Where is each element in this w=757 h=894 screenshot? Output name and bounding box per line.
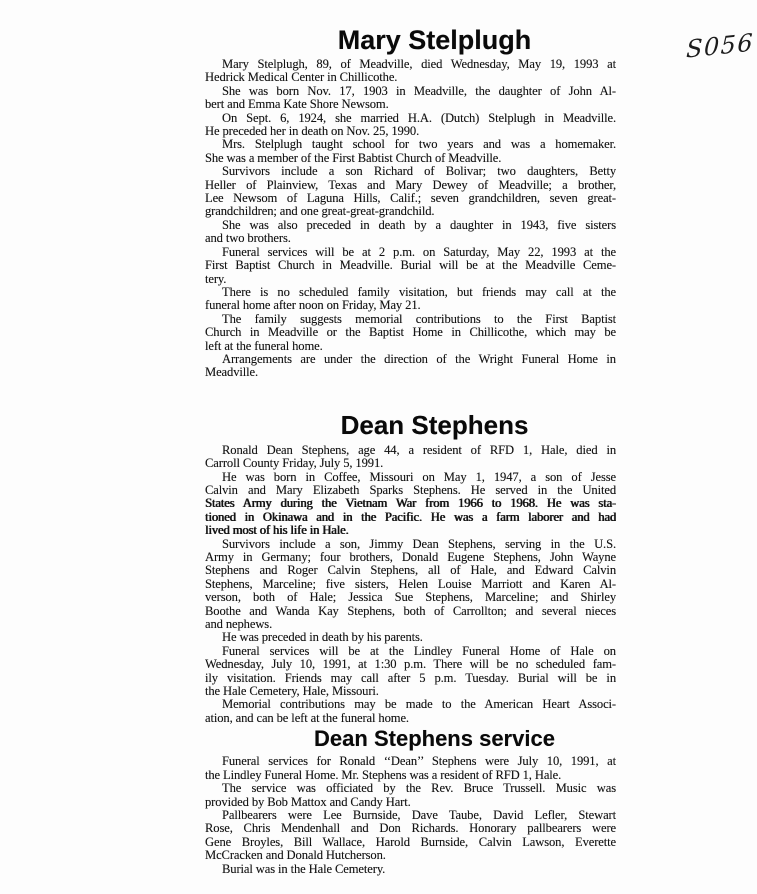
text-line: Survivors include a son, Jimmy Dean Stephens, serving in the U.S.	[222, 537, 616, 551]
text-line: left at the funeral home.	[205, 339, 323, 353]
text-line: Pallbearers were Lee Burnside, Dave Taube, David Lefler, Stewart	[222, 808, 616, 822]
text-line: Hedrick Medical Center in Chillicothe.	[205, 71, 398, 85]
text-line: tery.	[205, 272, 227, 286]
text-line: She was also preceded in death by a daughter in 1943, five sisters	[222, 218, 616, 232]
text-line: Rose, Chris Mendenhall and Don Richards. Honorary pallbearers were	[205, 822, 616, 836]
text-line: McCracken and Donald Hutcherson.	[205, 849, 386, 863]
text-line: She was a member of the First Babtist Church of Meadville.	[205, 151, 502, 165]
scanned-obituary-page	[205, 26, 616, 876]
text-line: On Sept. 6, 1924, she married H.A. (Dutch) Stelplugh in Meadville.	[222, 111, 616, 125]
text-line: ation, and can be left at the funeral home.	[205, 711, 409, 725]
obituary-dean-stephens	[205, 410, 616, 726]
text-line: Boothe and Wanda Kay Stephens, both of Carrollton; and several nieces	[205, 604, 616, 618]
text-line: Funeral services will be at the Lindley Funeral Home of Hale on	[222, 644, 616, 658]
text-line: Church in Meadville or the Baptist Home in Chillicothe, which may be	[205, 326, 616, 340]
article-dean-stephens-service	[205, 727, 616, 876]
text-line: Stephens, Marceline; five sisters, Helen Louise Marriott and Karen Al-	[205, 577, 616, 591]
text-line: Burial was in the Hale Cemetery.	[222, 862, 386, 876]
text-line: Stephens and Roger Calvin Stephens, all of Hale, and Edward Calvin	[205, 564, 616, 578]
obituary-body-dean-stephens	[205, 444, 616, 726]
text-line: Mary Stelplugh, 89, of Meadville, died Wednesday, May 19, 1993 at	[222, 58, 616, 71]
text-line: The service was officiated by the Rev. Bruce Trussell. Music was	[222, 782, 616, 796]
text-line: Lee Newsom of Laguna Hills, Calif.; seven grandchildren, seven great-	[205, 192, 616, 206]
text-line: Army in Germany; four brothers, Donald Eugene Stephens, John Wayne	[205, 551, 616, 564]
text-line: Wednesday, July 10, 1991, at 1:30 p.m. There will be no scheduled fam-	[205, 658, 616, 672]
text-line: He was born in Coffee, Missouri on May 1, 1947, a son of Jesse	[222, 470, 616, 484]
text-line: First Baptist Church in Meadville. Burial will be at the Meadville Ceme-	[205, 259, 616, 273]
text-line: funeral home after noon on Friday, May 21.	[205, 299, 421, 313]
obituary-body-mary-stelplugh	[205, 58, 616, 380]
text-line: and two brothers.	[205, 232, 291, 246]
text-line: grandchildren; and one great-great-grandchild.	[205, 205, 435, 219]
text-line: He preceded her in death on Nov. 25, 1990.	[205, 125, 420, 139]
text-line: Mrs. Stelplugh taught school for two years and was a homemaker.	[222, 138, 616, 152]
text-line: She was born Nov. 17, 1903 in Meadville, the daughter of John Al-	[222, 84, 616, 98]
text-line: Meadville.	[205, 366, 259, 380]
text-line: The family suggests memorial contributions to the First Baptist	[222, 312, 616, 326]
text-line: and nephews.	[205, 618, 273, 632]
text-line: Gene Broyles, Bill Wallace, Harold Burnside, Calvin Lawson, Everette	[205, 835, 616, 849]
article-body-dean-stephens-service	[205, 755, 616, 876]
obituary-title-mary-stelplugh: Mary Stelplugh	[337, 25, 532, 55]
text-line: He was preceded in death by his parents.	[222, 631, 423, 645]
text-line: the Lindley Funeral Home. Mr. Stephens was a resident of RFD 1, Hale.	[205, 768, 562, 782]
text-line: provided by Bob Mattox and Candy Hart.	[205, 795, 411, 809]
handwritten-page-code: S056	[685, 28, 755, 64]
text-line: Carroll County Friday, July 5, 1991.	[205, 457, 384, 471]
text-line: There is no scheduled family visitation, but friends may call at the	[222, 285, 616, 299]
text-line: the Hale Cemetery, Hale, Missouri.	[205, 685, 379, 699]
text-line: verson, both of Hale; Jessica Sue Stephens, Marceline; and Shirley	[205, 591, 616, 605]
text-line: Calvin and Mary Elizabeth Sparks Stephens. He served in the United	[205, 483, 616, 497]
text-line: tioned in Okinawa and in the Pacific. He was a farm laborer and had	[205, 510, 616, 524]
article-title-dean-stephens-service: Dean Stephens service	[314, 726, 555, 752]
text-line: bert and Emma Kate Shore Newsom.	[205, 98, 389, 112]
text-line: States Army during the Vietnam War from 1966 to 1968. He was sta-	[205, 497, 616, 511]
text-line: Funeral services for Ronald ‘‘Dean’’ Stephens were July 10, 1991, at	[222, 755, 616, 769]
obituary-mary-stelplugh	[205, 26, 616, 380]
obituary-title-dean-stephens: Dean Stephens	[340, 409, 529, 440]
text-line: Survivors include a son Richard of Bolivar; two daughters, Betty	[222, 165, 616, 179]
text-line: lived most of his life in Hale.	[205, 524, 349, 538]
text-line: ily visitation. Friends may call after 5 p.m. Tuesday. Burial will be in	[205, 671, 616, 685]
text-line: Ronald Dean Stephens, age 44, a resident of RFD 1, Hale, died in	[222, 443, 616, 457]
text-line: Heller of Plainview, Texas and Mary Dewey of Meadville; a brother,	[205, 178, 616, 192]
text-line: Memorial contributions may be made to the American Heart Associ-	[222, 698, 616, 712]
text-line: Arrangements are under the direction of the Wright Funeral Home in	[222, 352, 616, 366]
text-line: Funeral services will be at 2 p.m. on Saturday, May 22, 1993 at the	[222, 245, 616, 259]
